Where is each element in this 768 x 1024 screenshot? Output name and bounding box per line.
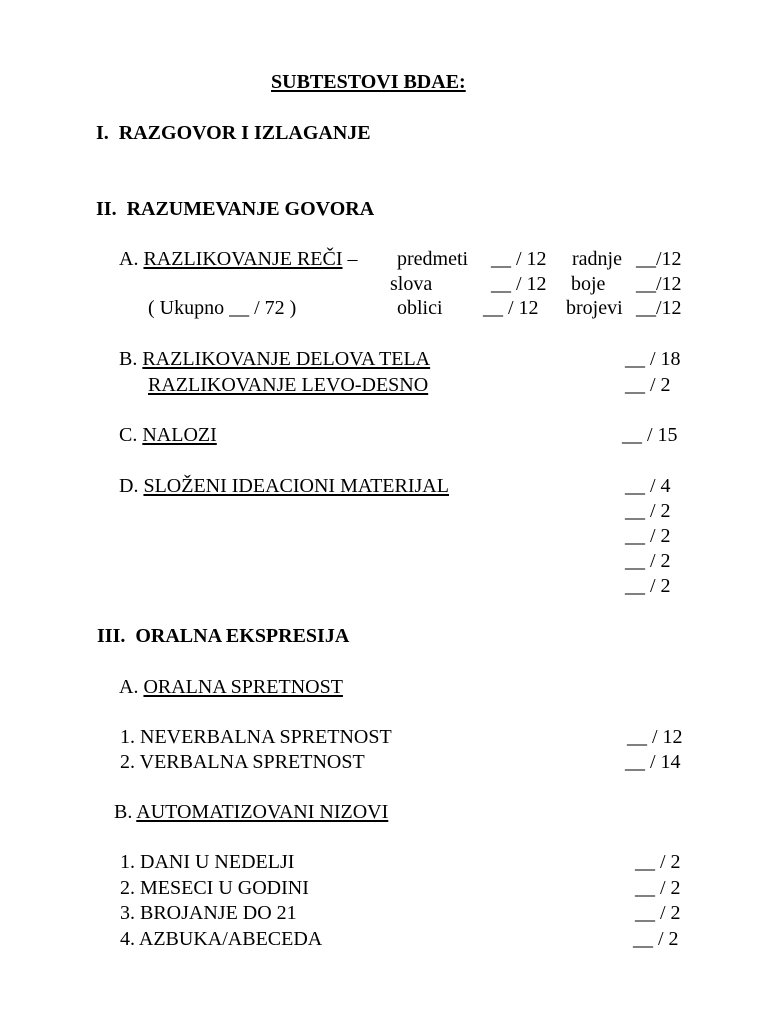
subsection-2a-prefix: A. <box>119 248 144 270</box>
subsection-2a-dash: – <box>342 248 363 270</box>
subsection-2d-score: __ / 2 <box>625 550 671 572</box>
subsection-3b <box>114 802 388 822</box>
subsection-2b-score: __ / 18 <box>625 348 681 370</box>
word-category-score: __/12 <box>636 297 682 319</box>
subsection-3b-prefix: B. <box>114 801 137 823</box>
word-category-label: radnje <box>572 248 622 270</box>
word-category-score: __ / 12 <box>491 273 547 295</box>
subsection-2d-score: __ / 2 <box>625 500 671 522</box>
list-item-score: __ / 2 <box>635 902 681 924</box>
subsection-2b-sub-title: RAZLIKOVANJE LEVO-DESNO <box>148 374 429 396</box>
subsection-2d <box>119 476 449 496</box>
subsection-2c-prefix: C. <box>119 424 143 446</box>
word-category-label: slova <box>390 273 433 295</box>
list-item-score: __ / 12 <box>627 726 683 748</box>
section-3-heading: III. ORALNA EKSPRESIJA <box>97 625 350 647</box>
subsection-2a-title: RAZLIKOVANJE REČI <box>143 248 343 270</box>
list-item-label: 1. NEVERBALNA SPRETNOST <box>120 726 392 748</box>
list-item-label: 2. MESECI U GODINI <box>120 877 309 899</box>
subsection-2c-score: __ / 15 <box>622 424 678 446</box>
subsection-2b-title: RAZLIKOVANJE DELOVA TELA <box>142 348 431 370</box>
list-item-label: 2. VERBALNA SPRETNOST <box>120 751 365 773</box>
word-category-score: __ / 12 <box>483 297 539 319</box>
subsection-3a-title: ORALNA SPRETNOST <box>143 676 343 698</box>
subsection-3b-title: AUTOMATIZOVANI NIZOVI <box>136 801 389 823</box>
list-item-label: 1. DANI U NEDELJI <box>120 851 295 873</box>
document-title: SUBTESTOVI BDAE: <box>271 71 466 93</box>
subsection-2b-sub-score: __ / 2 <box>625 374 671 396</box>
section-1-heading: I. RAZGOVOR I IZLAGANJE <box>96 122 371 144</box>
subsection-3a-prefix: A. <box>119 676 144 698</box>
word-category-label: oblici <box>397 297 443 319</box>
word-category-label: boje <box>571 273 606 295</box>
list-item-label: 4. AZBUKA/ABECEDA <box>120 928 323 950</box>
word-category-label: brojevi <box>566 297 623 319</box>
subsection-2a <box>119 249 363 269</box>
word-category-label: predmeti <box>397 248 469 270</box>
subsection-2d-score: __ / 2 <box>625 525 671 547</box>
word-total: ( Ukupno __ / 72 ) <box>148 297 297 319</box>
subsection-2d-prefix: D. <box>119 475 144 497</box>
list-item-score: __ / 2 <box>635 877 681 899</box>
subsection-2c <box>119 425 217 445</box>
word-category-score: __/12 <box>636 273 682 295</box>
list-item-score: __ / 14 <box>625 751 681 773</box>
list-item-score: __ / 2 <box>635 851 681 873</box>
subsection-2d-score: __ / 4 <box>625 475 671 497</box>
word-category-score: __/12 <box>636 248 682 270</box>
subsection-2d-title: SLOŽENI IDEACIONI MATERIJAL <box>143 475 449 497</box>
word-category-score: __ / 12 <box>491 248 547 270</box>
subsection-2b-prefix: B. <box>119 348 143 370</box>
subsection-2c-title: NALOZI <box>142 424 217 446</box>
subsection-3a <box>119 677 343 697</box>
subsection-2b <box>119 349 430 369</box>
list-item-score: __ / 2 <box>633 928 679 950</box>
section-2-heading: II. RAZUMEVANJE GOVORA <box>96 198 375 220</box>
subsection-2d-score: __ / 2 <box>625 575 671 597</box>
list-item-label: 3. BROJANJE DO 21 <box>120 902 297 924</box>
